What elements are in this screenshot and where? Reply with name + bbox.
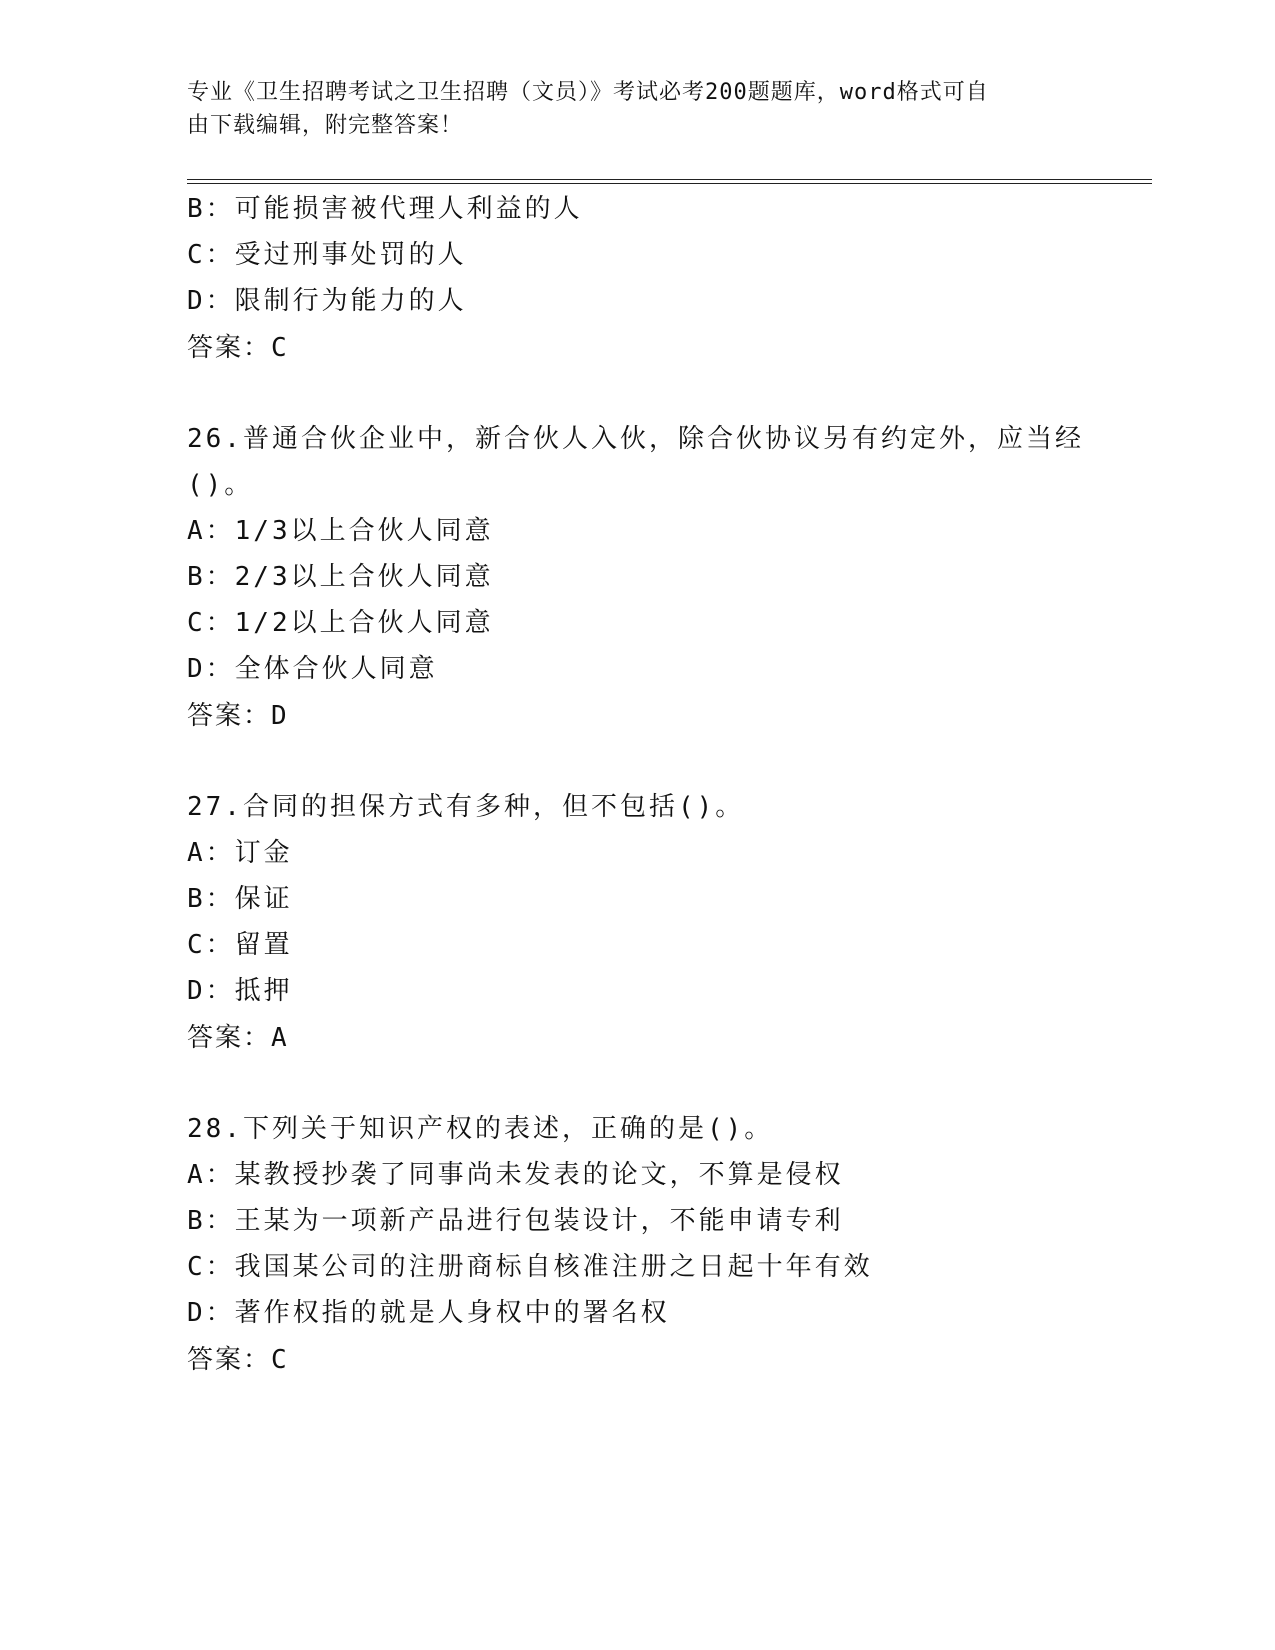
answer-label: 答案： <box>187 1022 272 1052</box>
question-28 <box>187 1106 1087 1382</box>
question-stem-line-1: 26.普通合伙企业中，新合伙人入伙，除合伙协议另有约定外，应当经 <box>187 424 1084 454</box>
answer-value: C <box>271 333 289 363</box>
document-header <box>187 76 1087 142</box>
option-b: B：王某为一项新产品进行包装设计，不能申请专利 <box>187 1206 844 1236</box>
header-line-1: 专业《卫生招聘考试之卫生招聘（文员）》考试必考200题题库，word格式可自 <box>187 80 989 105</box>
answer-label: 答案： <box>187 700 272 730</box>
question-stem: 28.下列关于知识产权的表述，正确的是()。 <box>187 1114 774 1144</box>
answer-line <box>187 1336 1087 1382</box>
answer-value: C <box>271 1345 289 1375</box>
option-d: D：著作权指的就是人身权中的署名权 <box>187 1298 670 1328</box>
answer-label: 答案： <box>187 332 272 362</box>
answer-label: 答案： <box>187 1344 272 1374</box>
option-c: C：1/2以上合伙人同意 <box>187 608 494 638</box>
header-divider-top <box>187 179 1152 180</box>
option-a: A：某教授抄袭了同事尚未发表的论文，不算是侵权 <box>187 1160 844 1190</box>
spacer <box>187 1060 1087 1106</box>
option-c: C：留置 <box>187 930 293 960</box>
question-stem-line-2: ()。 <box>187 470 254 500</box>
option-b: B：保证 <box>187 884 293 914</box>
answer-line <box>187 1014 1087 1060</box>
question-25 <box>187 186 1087 370</box>
option-a: A：订金 <box>187 838 293 868</box>
option-c: C：我国某公司的注册商标自核准注册之日起十年有效 <box>187 1252 873 1282</box>
option-d: D：抵押 <box>187 976 293 1006</box>
question-stem: 27.合同的担保方式有多种，但不包括()。 <box>187 792 745 822</box>
question-list <box>187 186 1087 1382</box>
header-line-2: 由下载编辑，附完整答案！ <box>187 113 464 138</box>
answer-line <box>187 692 1087 738</box>
question-27 <box>187 784 1087 1060</box>
header-divider-bottom <box>187 183 1152 184</box>
answer-line <box>187 324 1087 370</box>
option-d: D：限制行为能力的人 <box>187 286 467 316</box>
option-b: B：可能损害被代理人利益的人 <box>187 194 583 224</box>
option-b: B：2/3以上合伙人同意 <box>187 562 494 592</box>
spacer <box>187 738 1087 784</box>
option-a: A：1/3以上合伙人同意 <box>187 516 494 546</box>
spacer <box>187 370 1087 416</box>
option-d: D：全体合伙人同意 <box>187 654 438 684</box>
answer-value: D <box>271 701 289 731</box>
question-26 <box>187 416 1087 738</box>
option-c: C：受过刑事处罚的人 <box>187 240 467 270</box>
answer-value: A <box>271 1023 289 1053</box>
